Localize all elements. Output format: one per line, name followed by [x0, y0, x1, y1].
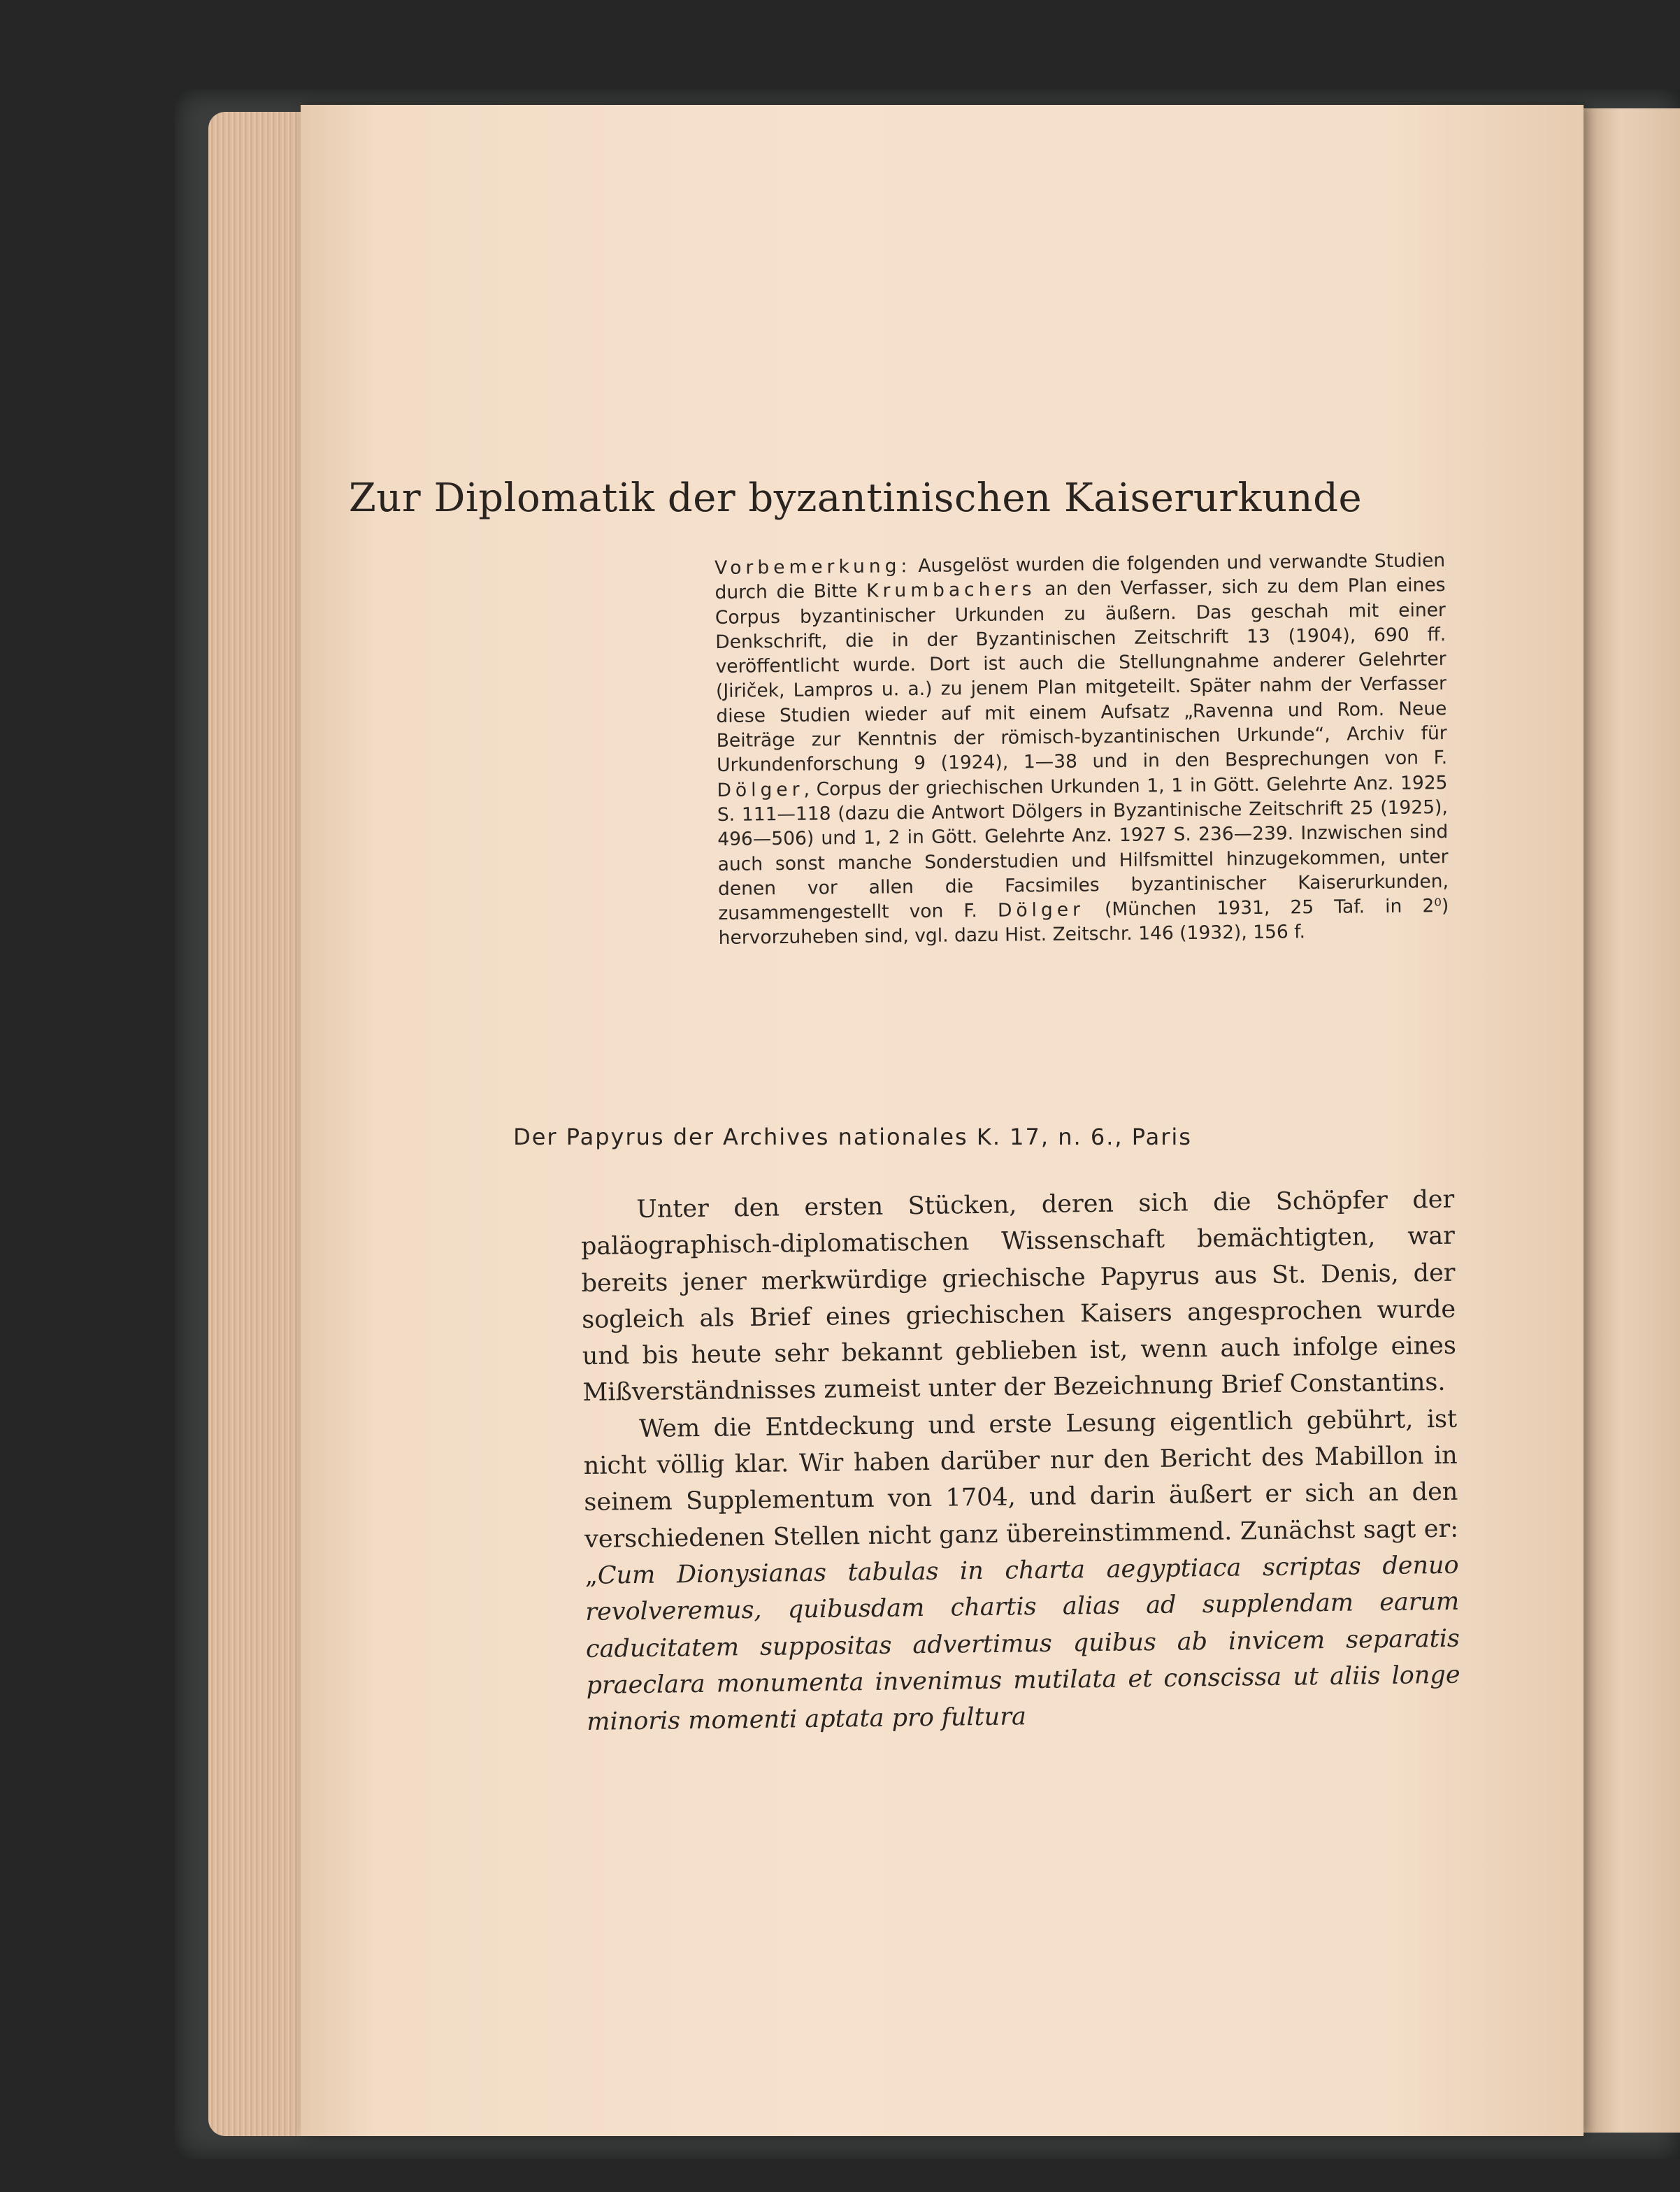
paragraph-2-italic: Cum Dionysianas tabulas in charta aegyptiaca scriptas denuo revolveremus, quibusdam chartis alias ad supplendam earum caducitatem suppositas advertimus quibus ab invicem separatis praeclara monumenta invenimus mutilata et conscissa ut aliis longe minoris momenti aptata pro fultura	[585, 1551, 1460, 1737]
remark-text-2: an den Verfasser, sich zu dem Plan eines Corpus byzantinischer Urkunden zu äußern. Das geschah mit einer Denkschrift, die in der Byzantinischen Zeitschrift 13 (1904), 690 ff. veröffentlicht wurde. Dort ist auch die Stellungnahme anderer Gelehrter (Jiriček, Lampros u. a.) zu jenem Plan mitgeteilt. Später nahm der Verfasser diese Studien wieder auf mit einem Aufsatz „Ravenna und Rom. Neue Beiträge zur Kenntnis der römisch-byzantinischen Urkunde“, Archiv für Urkundenforschung 9 (1924), 1—38 und in den Besprechungen von F.	[715, 574, 1448, 777]
paragraph-1: Unter den ersten Stücken, deren sich die Schöpfer der paläographisch-diplomatischen Wissenschaft bemächtigten, war bereits jener merkwürdige griechische Papyrus aus St. Denis, der sogleich als Brief eines griechischen Kaisers angesprochen wurde und bis heute sehr bekannt geblieben ist, wenn auch infolge eines Mißverständnisses zumeist unter der Bezeichnung Brief Constantins.	[580, 1185, 1457, 1407]
body-text	[580, 1182, 1460, 1741]
remark-lead: Vorbemerkung:	[715, 555, 912, 579]
remark-text-3: , Corpus der griechischen Urkunden 1, 1 in Gött. Gelehrte Anz. 1925 S. 111—118 (dazu die Antwort Dölgers in Byzantinische Zeitschrift 25 (1925), 496—506) und 1, 2 in Gött. Gelehrte Anz. 1927 S. 236—239. Inzwischen sind auch sonst manche Sonderstudien und Hilfsmittel hinzugekommen, unter denen vor allen die Facsimiles byzantinischer Kaiserurkunden, zusammengestellt von F.	[717, 771, 1449, 925]
remark-text-4: (München 1931, 25 Taf. in 2⁰) hervorzuheben sind, vgl. dazu Hist. Zeitschr. 146 (1932), 156 f.	[718, 895, 1449, 950]
paragraph-2	[583, 1401, 1461, 1740]
section-heading: Der Papyrus der Archives nationales K. 17, n. 6., Paris	[513, 1124, 1192, 1150]
paragraph-2-roman: Wem die Entdeckung und erste Lesung eigentlich gebührt, ist nicht völlig klar. Wir haben darüber nur den Bericht des Mabillon in seinem Supplementum von 1704, und darin äußert er sich an den verschiedenen Stellen nicht ganz übereinstimmend. Zunächst sagt er: „	[583, 1405, 1459, 1590]
remark-name-2: Dölger	[717, 778, 804, 801]
remark-name-3: Dölger	[997, 898, 1085, 922]
preliminary-remark	[715, 548, 1449, 951]
remark-name-1: Krumbachers	[866, 578, 1036, 603]
page-title: Zur Diplomatik der byzantinischen Kaiserurkunde	[348, 475, 1363, 521]
facing-page-edge	[1581, 108, 1680, 2133]
book-page	[301, 105, 1584, 2136]
remark-text-1: Ausgelöst wurden die folgenden und verwandte Studien durch die Bitte	[715, 550, 1446, 604]
